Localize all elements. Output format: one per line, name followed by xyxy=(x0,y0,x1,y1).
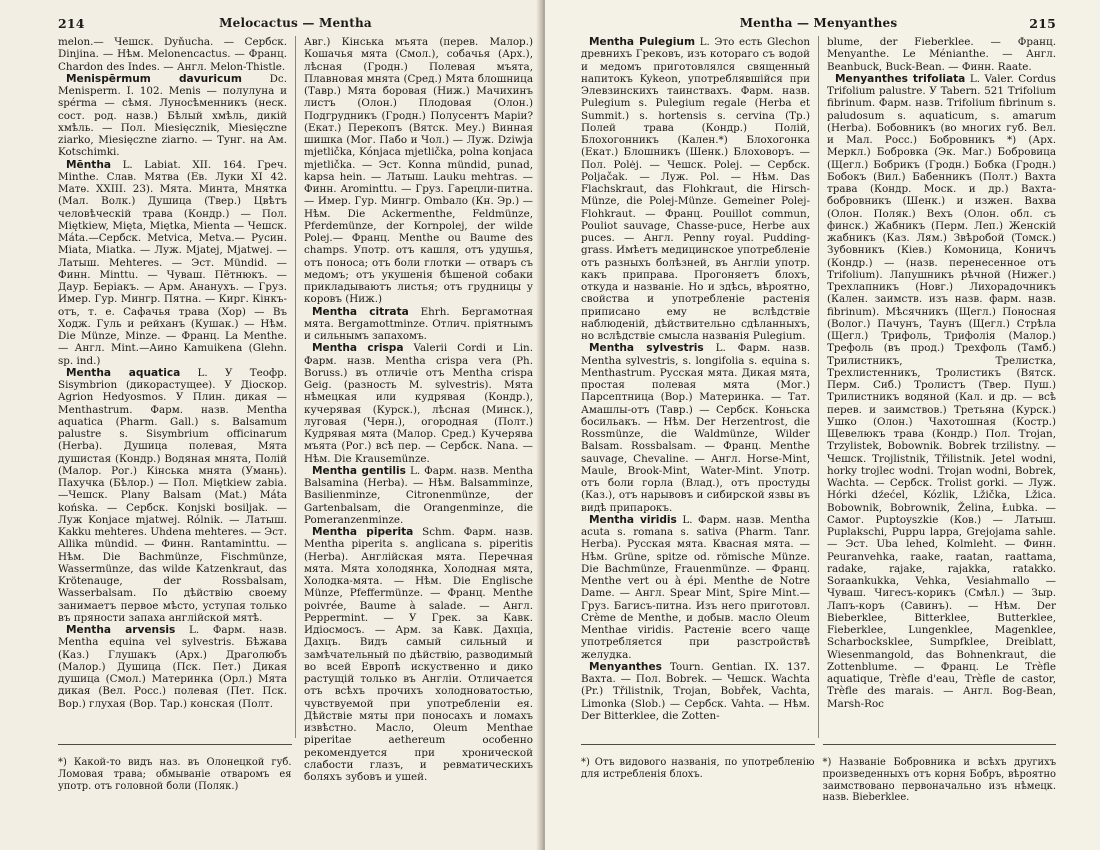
entry-text: Ehrh. Бергамотная мята. Bergamottminze. Отлич. пріятнымъ и сильнымъ запахомъ. xyxy=(304,305,533,342)
footnote-zone-left xyxy=(58,744,533,792)
column-right-1 xyxy=(581,36,810,738)
column-divider xyxy=(295,36,296,738)
footnote-left: *) Какой-то видъ наз. въ Олонецкой губ. Ломовая трава; обмываніе отваромъ ея употр. отъ головной боли (Поляк.) xyxy=(58,744,292,792)
entry-headword: Mentha gentilis xyxy=(312,464,406,477)
dictionary-entry xyxy=(58,624,287,710)
entry-headword: Mentha arvensis xyxy=(66,624,176,636)
entry-text: L. Это есть Glechon древнихъ Грековъ, изъ котораго съ водой и медомъ приготовлялся священный напитокъ Kykeon, употреблявшійся при Элевзинскихъ таинствахъ. Фарм. назв. Pulegium s. Pulegium regale (Herba et Summit.) s. hortensis s. cervina (Тр.) Полей трава (Кондр.) Полій, Блохогонникъ (Кален.*) Блохогонка (Екат.) Блошникъ (Шенк.) Блоховоръ. — Пол. Polėj. — Чешск. Polej. — Сербск. Poljačak. — Луж. Pol. — Нѣм. Das Flachskraut, das Flohkraut, die Hirsch-Münze, die Polej-Münze. Gemeiner Polej-Flohkraut. — Франц. Pouillot commun, Pouliot sauvage, Chasse-puce, Herbe aux puces. — Англ. Penny royal. Pudding-grass. Имѣетъ медицинское употребленіе отъ разныхъ болѣзней, въ Англіи употр. какъ приправа. Прогоняетъ блохъ, откуда и названіе. Но и здѣсь, вѣроятно, свойства и употребленіе растенія приписано ему не вслѣдствіе наблюденій, дѣйствительно сдѣланныхъ, но вслѣдствіе смысла названія Pulegium. xyxy=(581,36,810,342)
running-head-left xyxy=(58,14,533,36)
dictionary-entry xyxy=(581,36,810,342)
dictionary-entry xyxy=(304,342,533,465)
entry-headword: Mentha viridis xyxy=(589,513,677,526)
entry-continuation xyxy=(827,36,1056,73)
entry-text: blume, der Fieberklee. — Франц. Menyanthe. Le Ménianthe. — Англ. Beanbuck, Buck-Bean. — Финн. Raate. xyxy=(827,36,1056,73)
entry-headword: Mēntha xyxy=(66,158,112,171)
entry-headword: Mentha citrata xyxy=(312,305,409,318)
entry-text: L. Фарм. назв. Mentha Balsamina (Herba). — Нѣм. Balsamminze, Basilienminze, Citronenmünze, der Gartenbalsam, die Orangenminze, die Pomeranzenminze. xyxy=(304,464,533,526)
left-page xyxy=(0,0,543,850)
entry-text: Авг.) Кінська мъята (перев. Малор.) Кошачья мята (Смол.), собачья (Арх.), лѣсная (Гродн.) Полевая мъята, Плавновая мнята (Сред.) Мята блошница (Тавр.) Мята боровая (Ниж.) Мачихинъ листъ (Олон.) Плодовая (Олон.) Подгрудникъ (Гродн.) Полусентъ Маріи? (Екат.) Перекопъ (Вятск. Меу.) Винная шишка (Мог. Пабо и Чол.) — Луж. Dziwja mjetlička, Kónjaca mjetlička, polna konjaca mjetlička. — Эст. Konna mündid, punad, kapsa hein. — Латыш. Lauku mehtras. — Финн. Arominttu. — Груз. Гарецли-питна. — Имер. Гур. Мингр. Ombaло (Кн. Эр.) — Нѣм. Die Ackermenthe, Feldmünze, Pferdemünze, der Kornpolej, der wilde Polej.— Франц. Menthe ou Baume des champs. Употр. отъ кашля, отъ удушья, отъ поноса; отъ боли глотки — отваръ съ медомъ; отъ укушенія бѣшеной собаки прикладываютъ листья; отъ грудницы у коровъ (Ниж.) xyxy=(304,36,533,306)
entry-headword: Mentha aquatica xyxy=(66,366,181,379)
running-title-left: Melocactus — Mentha xyxy=(219,16,372,30)
running-title-right: Mentha — Menyanthes xyxy=(739,16,898,30)
dictionary-entry xyxy=(827,73,1056,710)
entry-text: L. Labiat. XII. 164. Греч. Minthe. Слав. Мятва (Ев. Луки XI 42. Матѳ. XXIII. 23). Мята. Минта, Мнятка (Мал. Волк.) Душица (Твер.) Цвѣтъ человѣческій трава (Кондр.) — Пол. Miętkiew, Mięta, Miętka, Mienta — Чешск. Máta.—Сербск. Metvica, Metva.— Русин. Miata, Miatka. — Луж. Mjatej, Mjatwej. — Латыш. Mehteres. — Эст. Mündid. — Финн. Minttu. — Чуваш. Пётнюкъ. — Даур. Беріакъ. — Арм. Ананухъ. — Груз. Имер. Гур. Мингр. Пятна. — Кирг. Кінкъ-отъ, т. е. Сафачья трава (Хор) — Въ Ходж. Гуль и рейханъ (Кушак.) — Нѣм. Die Münze, Minze. — Франц. La Menthe. — Англ. Mint.—Аино Kamuikena (Glehn. sp. ind.) xyxy=(58,158,287,367)
dictionary-entry xyxy=(581,661,810,722)
entry-text: L. У Теофр. Sisymbrion (дикорастущее). У Діоскор. Agrion Hedyosmos. У Плин. дикая — Menthastrum. Фарм. назв. Mentha aquatica (Pharm. Gall.) s. Balsamum palustre s. Sisymbrium officinarum (Herba). Душица полевая, Мята душистая (Кондр.) Водяная мнята, Полій (Малор. Рог.) Кінська мнята (Умань). Пахучка (Бѣлор.) — Пол. Miętkiew zabia.—Чешск. Plany Balsam (Mat.) Máta końska. — Сербск. Konjski bosiljak. — Луж Konjace mjatwej. Rólnik. — Латыш. Kakku mehteres. Uhdena mehteres. — Эст. Allika mündid. — Финн. Rantaminttu. — Нѣм. Die Bachmünze, Fischmünze, Wassermünze, das wilde Katzenkraut, das Krötenauge, der Rossbalsam, Wasserbalsam. По дѣйствію своему занимаетъ первое мѣсто, уступая только въ пряности запаха англійской мятѣ. xyxy=(58,366,288,624)
dictionary-entry xyxy=(581,514,810,661)
entry-continuation xyxy=(58,36,287,73)
footnote-right-2: *) Названіе Бобровника и всѣхъ другихъ произведенныхъ отъ корня Бобръ, вѣроятно заимствовано первоначально изъ нѣмецк. назв. Bieberklee. xyxy=(823,744,1057,804)
dictionary-entry xyxy=(304,306,533,343)
right-page xyxy=(545,0,1100,850)
footnote-right-1: *) Отъ видового названія, по употребленію для истребленія блохъ. xyxy=(581,744,815,804)
entry-text: Schm. Фарм. назв. Mentha piperita s. anglicana s. piperitis (Herba). Англійская мята. Перечная мята. Мята холодянка, Холодная мята, Холодка-мята. — Нѣм. Die Englische Münze, Pfeffermünze. — Франц. Menthe poivrée, Baume à salade. — Англ. Peppermint. — У Грек. за Кавк. Идіосмосъ. — Арм. за Кавк. Дахціа, Дахцъ. Видъ самый сильный и замѣчательный по дѣйствію, разводимый во всей Европѣ искуственно и дико растущій только въ Англіи. Отличается отъ всѣхъ прочихъ холодноватостью, чувствуемой при употребленіи ея. Дѣйствіе мяты при поносахъ и ломахъ извѣстно. Масло, Oleum Menthae piperitae aethereum особенно рекомендуется при хронической слабости глазъ, и ревматическихъ боляхъ зубовъ и ушей. xyxy=(304,526,534,783)
footnote-zone-right xyxy=(581,744,1056,804)
entry-continuation xyxy=(304,36,533,306)
dictionary-entry xyxy=(304,465,533,526)
entry-text: melon.— Чешск. Dyňucha. — Сербск. Dinjina. — Нѣм. Melonencactus. — Франц. Chardon des Indes. — Англ. Melon-Thistle. xyxy=(58,36,287,73)
entry-headword: Menispērmum davuricum xyxy=(66,72,242,85)
entry-text: L. Фарм. назв. Mentha acuta s. romana s. sativa (Pharm. Tanr. Herba). Русская мята. Квасная мята. — Нѣм. Grüne, spitze od. römische Münze. Die Bachmünze, Frauenmünze. — Франц. Menthe vert ou à épi. Menthe de Notre Dame. — Англ. Spear Mint, Spire Mint.—Груз. Багисъ-питна. Изъ него приготовл. Crème de Menthe, и добыв. масло Oleum Menthae viridis. Растеніе всего чаще употребляется при разстройствѣ желудка. xyxy=(581,513,810,661)
dictionary-entry xyxy=(58,73,287,159)
column-left-2 xyxy=(304,36,534,783)
column-right-2 xyxy=(827,36,1056,738)
page-number-right: 215 xyxy=(1029,16,1056,31)
page-number-left: 214 xyxy=(58,16,85,31)
dictionary-entry xyxy=(58,159,287,367)
running-head-right xyxy=(581,14,1056,36)
entry-text: Valerii Cordi и Lin. Фарм. назв. Mentha crispa vera (Ph. Boruss.) въ отличіе отъ Mentha crispa Geig. (разность M. sylvestris). Мята нѣмецкая или кудрявая (Кондр.), кучерявая (Курск.), лѣсная (Минск.), луговая (Черн.), огородная (Полт.) Кудрявая мята (Малор. Сред.) Кучерява мъята (Рог.) всѣ пер. — Сербск. Nana. — Нѣм. Die Krausemünze. xyxy=(304,342,534,465)
entry-text: L. Фарм. назв. Mentha sylvestris, s. longifolia s. equina s. Menthastrum. Русская мята. Дикая мята, простая полевая мята (Мог.) Парсептница (Вор.) Материнка. — Тат. Амашлы-отъ (Тавр.) — Сербск. Коньска босильакъ. — Нѣм. Der Herzentrost, die Rossmünze, die Waldmünze, Wilder Balsam. Rossbalsam. — Франц. Menthe sauvage, Chevaline. — Англ. Horse-Mint, Maule, Brook-Mint, Water-Mint. Употр. отъ боли горла (Влад.), отъ простуды (Каз.), отъ нарывовъ и сибирской язвы въ видѣ припарокъ. xyxy=(581,342,810,514)
column-left-1 xyxy=(58,36,287,738)
entry-text: L. Valer. Cordus Trifolium palustre. У Tabern. 521 Trifolium fibrinum. Фарм. назв. Trifolium fibrinum s. paludosum s. aquaticum, s. amarum (Herba). Бобовникъ (во многих губ. Вел. и Мал. Росс.) Бобровникъ *) (Арх. Меркл.) Бобровка (Эк. Маг.) Бобровица (Щегл.) Бобрикъ (Гродн.) Бобка (Гродн.) Бобокъ (Вил.) Бабенникъ (Полт.) Вахта трава (Кондр. Моск. и др.) Вахта-бобровникъ (Шенк.) и изжен. Вахва (Олон. Поляк.) Вехъ (Олон. обл. съ финск.) Жабникъ (Перм. Леп.) Женскій жабникъ (Каз. Лям.) Звѣробой (Томск.) Зубовникъ (Кіев.) Комоница, Коничъ (Кондр.) — (назв. перенесенное отъ Trifolium). Лапушникъ рѣчной (Нижег.) Трехлапникъ (Новг.) Лихорадочникъ (Кален. заимств. изъ назв. фарм. назв. fibrinum). Мѣсячникъ (Щегл.) Поносная (Волог.) Пачунъ, Таунъ (Щегл.) Стрѣла (Щегл.) Трифоль, Трифолія (Малор.) Трефоль (въ прод.) Трехфоль (Тамб.) Трилистникъ, Трелистка, Трехлистенникъ, Тролистикъ (Вятск. Перм. Сиб.) Тролистъ (Твер. Пуш.) Трилистникъ водяной (Кал. и др. — всѣ перев. и заимствов.) Третьяна (Курск.) Ушко (Олон.) Чахотошная (Костр.) Щевелюкъ трава (Кондр.) Пол. Trojan, Trzylistek, Bobownik. Bobrek trzilistny. — Чешск. Trojlistnik, Třilistnik. Jetel wodni, horky trojlec wodni. Trojan wodni, Bobrek, Wachta. — Сербск. Trolist gorki. — Луж. Hórki dźećel, Kózlik, Lžička, Lžica. Bobownik, Bobrownik, Želina, Łubka. — Самог. Puptoyszkie (Ков.) — Латыш. Puplakschi, Puppu lappa, Grejojama sahle. — Эст. Uba lehed, Kolmleht. — Финн. Peuranvehka, raake, raatan, raattama, radake, rajake, rajakka, ratakko. Soraankukka, Vehka, Vesiahmallo — Чуваш. Чигесъ-корикъ (Смѣл.) — Зыр. Лапъ-коръ (Савинъ). — Нѣм. Der Bieberklee, Bitterklee, Butterklee, Fieberklee, Lungenklee, Magenklee, Scharbocksklee, Sumpfklee, Dreiblatt, Wiesenmangold, das Bohnenkraut, die Zottenblume. — Франц. Le Trèfle aquatique, Trèfle d'eau, Trèfle de castor, Trèfle des marais. — Англ. Bog-Bean, Marsh-Roc xyxy=(827,72,1056,710)
dictionary-entry xyxy=(58,367,287,624)
dictionary-entry xyxy=(581,342,810,514)
entry-headword: Mentha Pulegium xyxy=(589,36,696,48)
columns-right xyxy=(581,36,1056,738)
entry-text: L. Фарм. назв. Mentha equina vel sylvestris. Бѣжава (Каз.) Глушакъ (Арх.) Драголюбъ (Малор.) Душица (Пск. Пет.) Дикая душица (Смол.) Материнка (Орл.) Мята дикая (Вел. Росс.) полевая (Пет. Пск. Вор.) глухая (Вор. Тар.) конская (Полт. xyxy=(58,624,287,710)
entry-text: Tourn. Gentian. IX. 137. Вахта. — Пол. Bobrek. — Чешск. Wachta (Pr.) Třilistnik, Trojan, Bobřek, Vachta, Limonka (Slob.) — Сербск. Vahta. — Нѣм. Der Bitterklee, die Zotten- xyxy=(581,660,810,722)
entry-headword: Mentha sylvestris xyxy=(589,342,704,355)
entry-text: Dc. Menisperm. I. 102. Menis — полулуна и spérma — сѣмя. Луносѣменникъ (неск. сост. род. назв.) Бѣлый хмѣль, дикій хмѣль. — Пол. Miesięcznik, Miesięczne ziarko, Miesięczne ziarno. — Тунг. на Ам. Kotschimki. xyxy=(58,72,287,159)
column-divider xyxy=(818,36,819,738)
entry-headword: Menyanthes trifoliata xyxy=(835,72,966,85)
entry-headword: Menyanthes xyxy=(589,660,662,673)
entry-headword: Mentha crispa xyxy=(312,342,404,355)
entry-headword: Mentha piperita xyxy=(312,526,414,538)
